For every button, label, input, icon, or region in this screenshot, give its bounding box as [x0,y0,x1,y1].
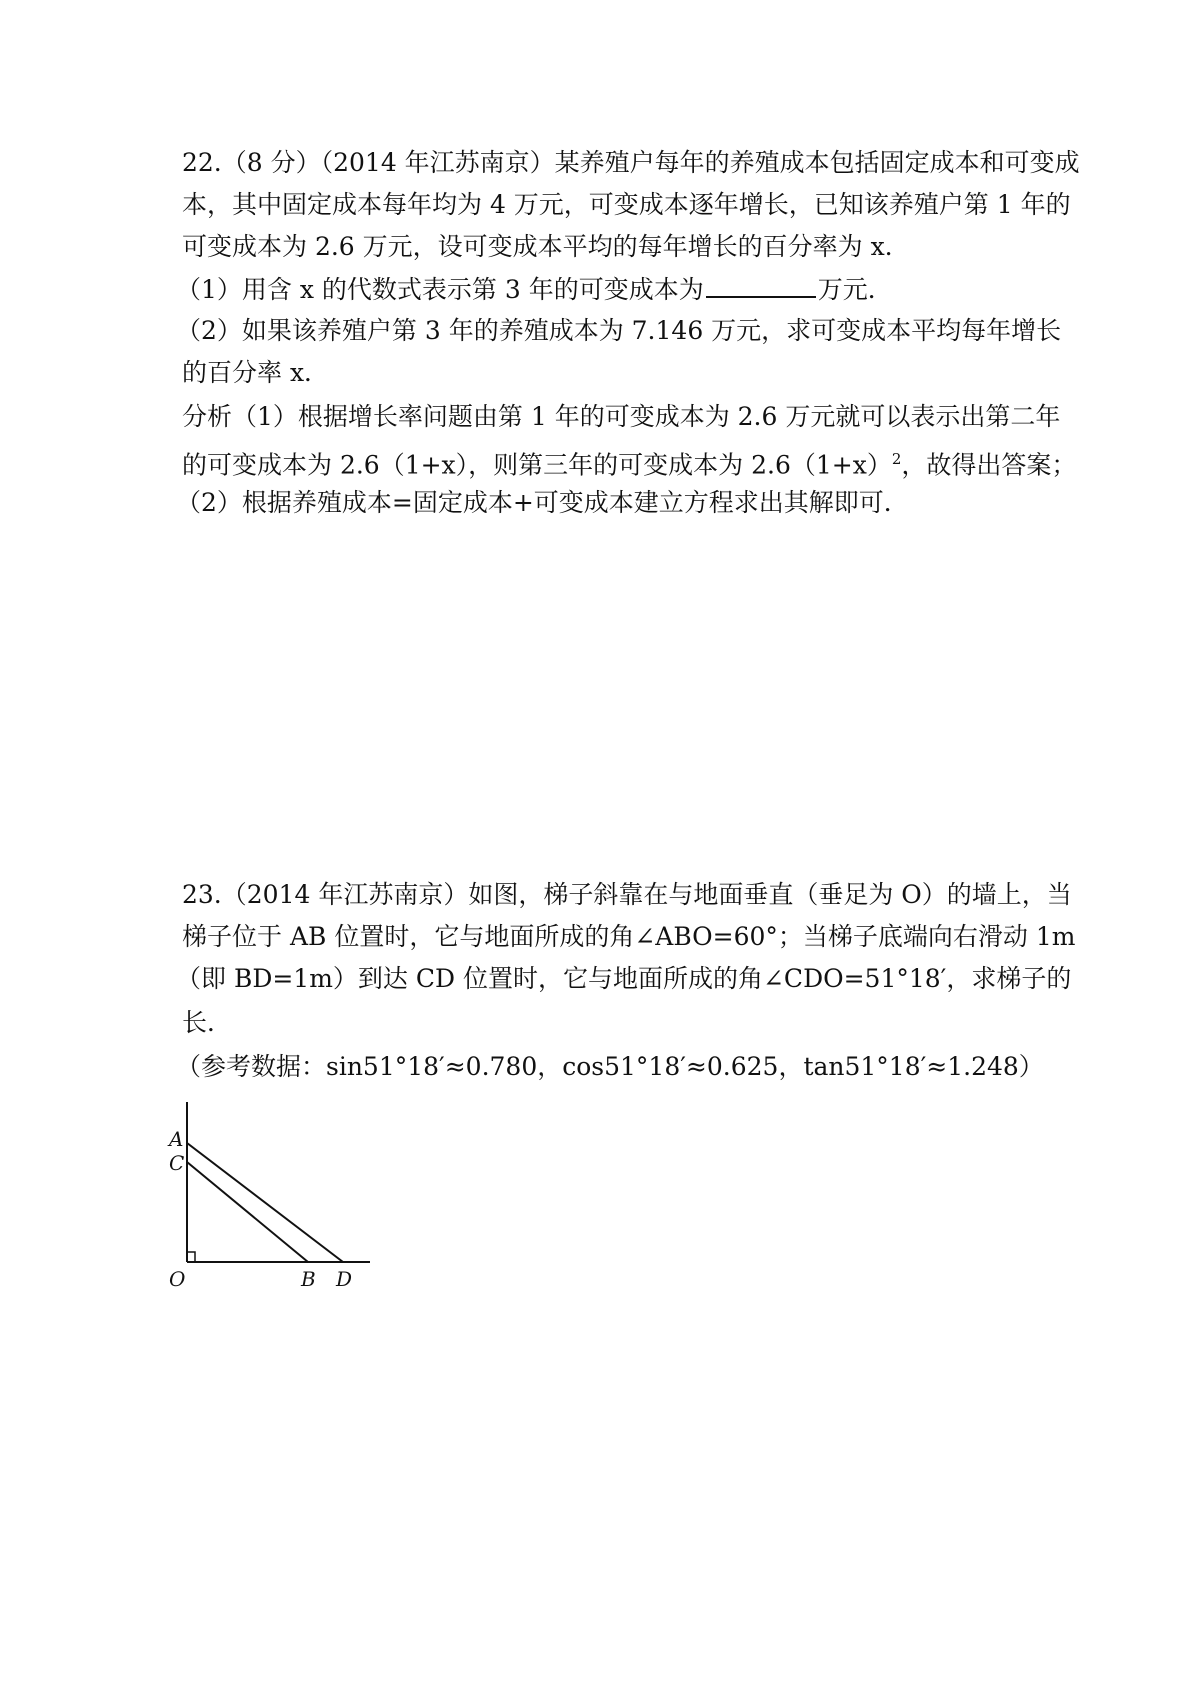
q23-line4: 长． [182,1008,233,1037]
label-b: B [301,1267,316,1291]
q22-line2: 本，其中固定成本每年均为 4 万元，可变成本逐年增长，已知该养殖户第 1 年的 [182,190,1071,219]
analysis-line2-end: ，故得出答案； [901,450,1077,480]
right-angle-mark [187,1252,195,1262]
ladder-cb [187,1162,308,1262]
q22-part1-unit: 万元． [817,275,893,304]
label-c: C [169,1151,185,1175]
label-o: O [169,1267,186,1291]
q22-part1 [176,274,893,305]
label-d: D [336,1267,353,1291]
exponent: 2 [891,450,902,468]
q23-line3: （即 BD=1m）到达 CD 位置时，它与地面所成的角∠CDO=51°18′，求梯子的 [176,964,1072,993]
ladder-ad [187,1143,343,1262]
ladder-figure [169,1094,395,1294]
q23-reference: （参考数据：sin51°18′≈0.780，cos51°18′≈0.625，tan51°18′≈1.248） [176,1052,1044,1081]
q22-part1-text: （1）用含 x 的代数式表示第 3 年的可变成本为 [176,275,704,304]
analysis-line2-text: 的可变成本为 2.6（1+x），则第三年的可变成本为 2.6（1+x） [182,450,892,480]
q23-line1: 23.（2014 年江苏南京）如图，梯子斜靠在与地面垂直（垂足为 O）的墙上，当 [182,880,1072,909]
q22-part2-line2: 的百分率 x． [182,358,330,387]
q22-part2-line1: （2）如果该养殖户第 3 年的养殖成本为 7.146 万元，求可变成本平均每年增长 [176,316,1062,345]
analysis-line1: 分析（1）根据增长率问题由第 1 年的可变成本为 2.6 万元就可以表示出第二年 [182,402,1061,431]
analysis-line3: （2）根据养殖成本=固定成本+可变成本建立方程求出其解即可． [176,488,909,517]
q22-line1: 22.（8 分）（2014 年江苏南京）某养殖户每年的养殖成本包括固定成本和可变成 [182,148,1080,177]
analysis-line2 [182,444,1076,480]
q23-line2: 梯子位于 AB 位置时，它与地面所成的角∠ABO=60°；当梯子底端向右滑动 1m [182,922,1076,951]
label-a: A [169,1127,184,1151]
q22-line3: 可变成本为 2.6 万元，设可变成本平均的每年增长的百分率为 x． [182,232,910,261]
answer-blank [706,274,816,298]
